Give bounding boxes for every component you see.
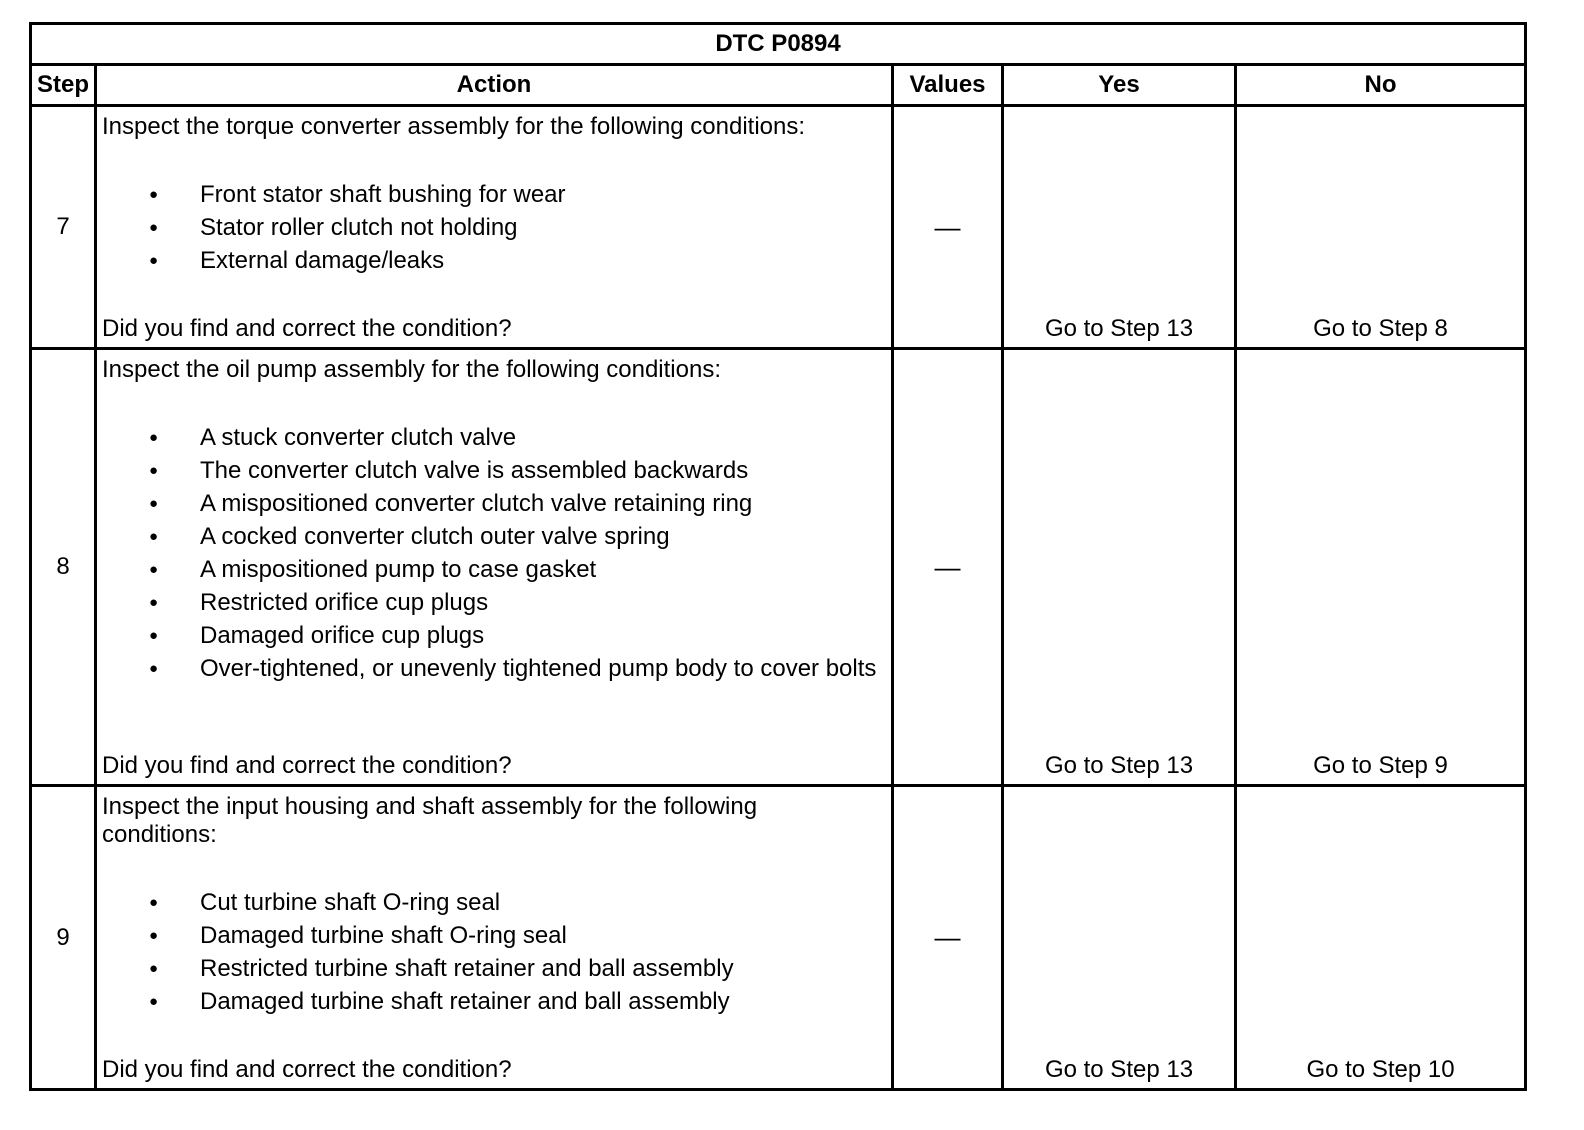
header-row [31, 65, 1526, 106]
no-cell [1236, 106, 1526, 349]
yes-cell [1003, 786, 1236, 1090]
header-action: Action [96, 65, 893, 106]
action-intro: Inspect the input housing and shaft assembly for the following conditions: [102, 793, 758, 848]
condition-list [102, 181, 887, 280]
action-cell [96, 349, 893, 786]
table-row [31, 786, 1526, 1090]
action-question: Did you find and correct the condition? [102, 752, 512, 779]
condition-list [102, 889, 887, 1021]
yes-action: Go to Step 13 [1044, 1056, 1194, 1083]
table-row [31, 106, 1526, 349]
values-cell: — [893, 106, 1003, 349]
list-item: ● Restricted turbine shaft retainer and ball assembly [102, 955, 887, 983]
no-cell [1236, 349, 1526, 786]
list-item: ● Restricted orifice cup plugs [102, 589, 887, 617]
values-cell: — [893, 349, 1003, 786]
table-title: DTC P0894 [31, 24, 1526, 65]
action-question: Did you find and correct the condition? [102, 315, 512, 342]
yes-cell [1003, 106, 1236, 349]
list-item: ● External damage/leaks [102, 247, 887, 275]
list-item: ● A mispositioned converter clutch valve retaining ring [102, 490, 887, 518]
no-action: Go to Step 9 [1313, 752, 1448, 779]
no-action: Go to Step 10 [1306, 1056, 1455, 1083]
header-yes: Yes [1003, 65, 1236, 106]
header-step: Step [31, 65, 96, 106]
yes-action: Go to Step 13 [1044, 752, 1194, 779]
action-question: Did you find and correct the condition? [102, 1056, 512, 1083]
action-cell [96, 106, 893, 349]
title-row [31, 24, 1526, 65]
list-item: ● A cocked converter clutch outer valve spring [102, 523, 887, 551]
list-item: ● A stuck converter clutch valve [102, 424, 887, 452]
no-action: Go to Step 8 [1313, 315, 1448, 342]
condition-list [102, 424, 887, 688]
values-cell: — [893, 786, 1003, 1090]
list-item: ● The converter clutch valve is assembled backwards [102, 457, 887, 485]
action-cell [96, 786, 893, 1090]
step-number: 8 [31, 349, 96, 786]
table-row [31, 349, 1526, 786]
step-number: 7 [31, 106, 96, 349]
list-item: ● Damaged orifice cup plugs [102, 622, 887, 650]
yes-action: Go to Step 13 [1044, 315, 1194, 342]
list-item: ● A mispositioned pump to case gasket [102, 556, 887, 584]
action-intro: Inspect the torque converter assembly for the following conditions: [102, 113, 806, 140]
list-item: ● Damaged turbine shaft retainer and ball assembly [102, 988, 887, 1016]
list-item: ● Stator roller clutch not holding [102, 214, 887, 242]
header-values: Values [893, 65, 1003, 106]
list-item: ● Damaged turbine shaft O-ring seal [102, 922, 887, 950]
yes-cell [1003, 349, 1236, 786]
list-item: ● Front stator shaft bushing for wear [102, 181, 887, 209]
no-cell [1236, 786, 1526, 1090]
dtc-table [29, 22, 1527, 1091]
list-item: ● Cut turbine shaft O-ring seal [102, 889, 887, 917]
step-number: 9 [31, 786, 96, 1090]
list-item: ● Over-tightened, or unevenly tightened pump body to cover bolts [102, 655, 887, 683]
header-no: No [1236, 65, 1526, 106]
action-intro: Inspect the oil pump assembly for the following conditions: [102, 356, 721, 383]
